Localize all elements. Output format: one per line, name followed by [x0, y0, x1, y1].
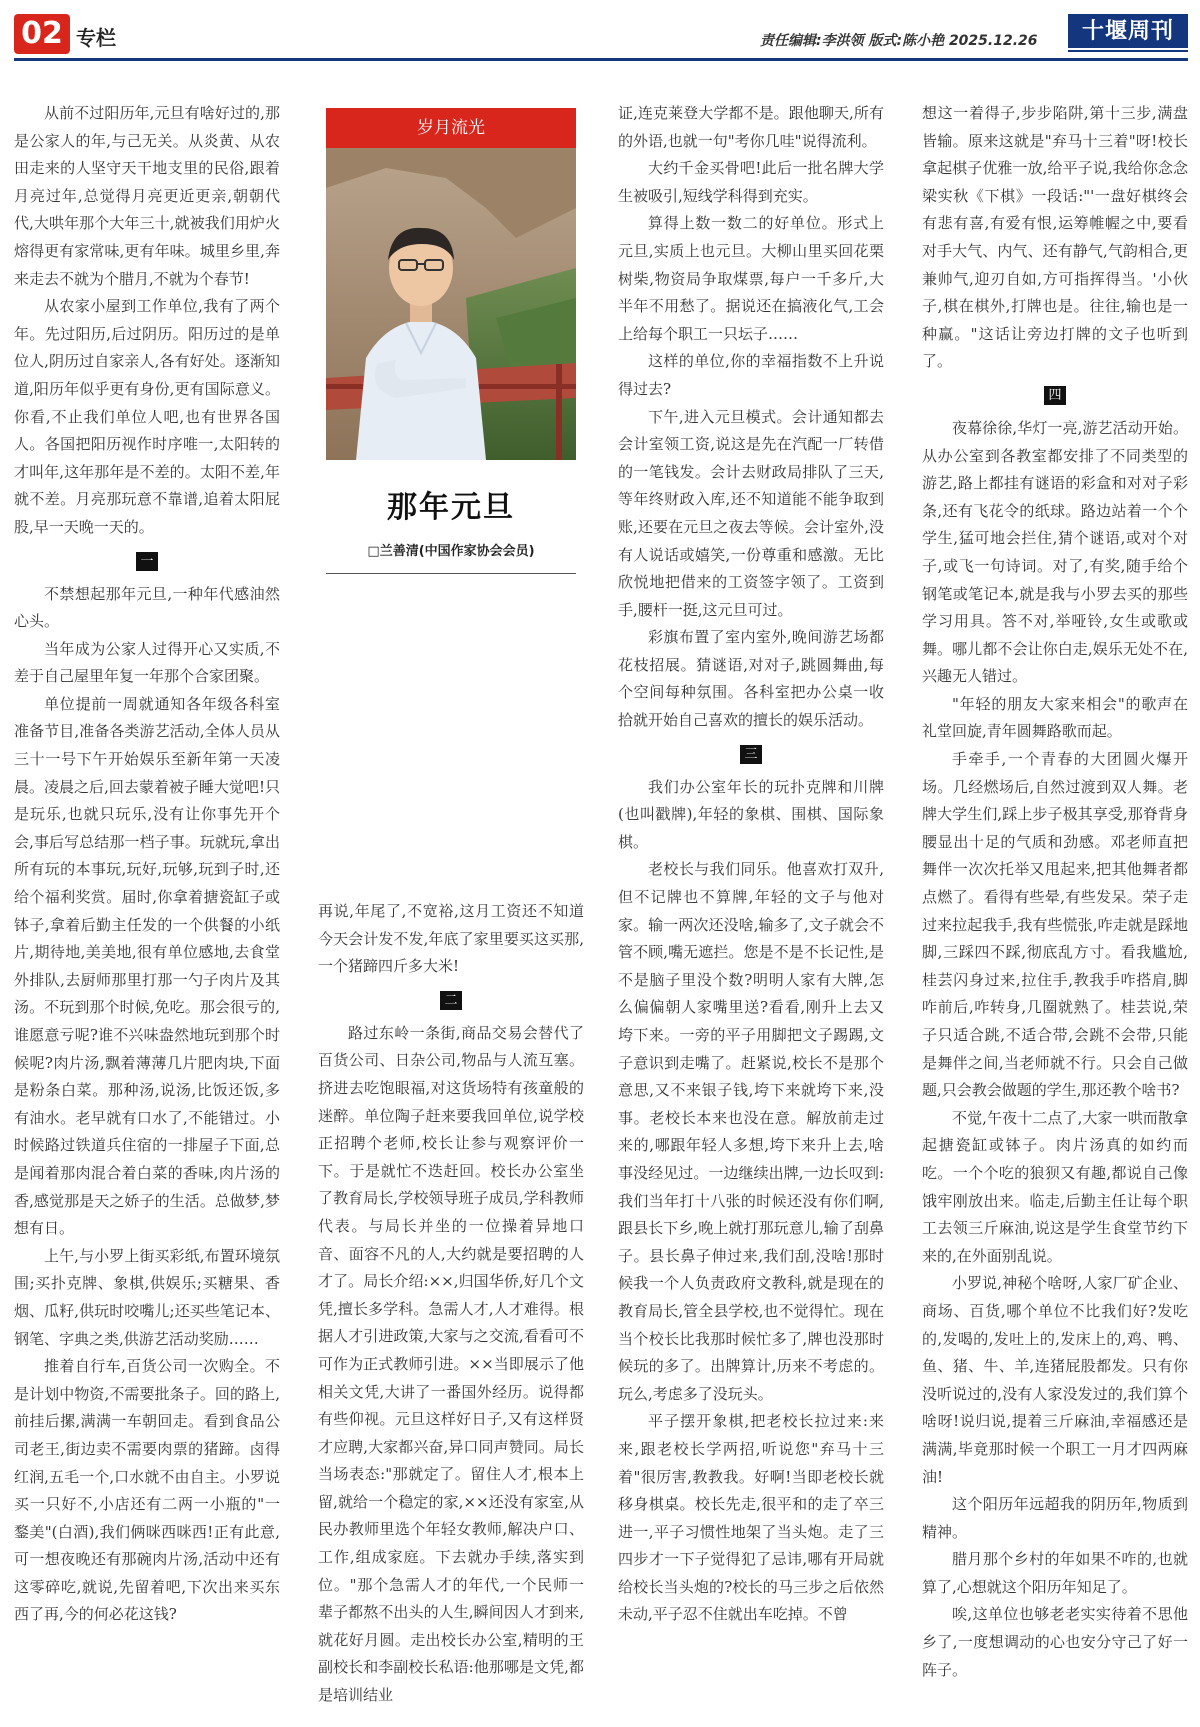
article-column-2: [318, 898, 584, 1710]
paragraph: 证,连克莱登大学都不是。跟他聊天,所有的外语,也就一句"考你几哇"说得流利。: [618, 104, 884, 150]
paragraph: "年轻的朋友大家来相会"的歌声在礼堂回旋,青年圆舞路歌而起。: [922, 694, 1188, 741]
section-marker-one: 一: [136, 552, 158, 571]
section-marker-three: 三: [740, 745, 762, 764]
column-banner: 岁月流光: [326, 108, 576, 148]
paragraph: 小罗说,神秘个啥呀,人家厂矿企业、商场、百货,哪个单位不比我们好?发吃的,发喝的,发吐上的,发床上的,鸡、鸭、鱼、猪、牛、羊,连猪屁股都发。只有你没听说过的,没有人家没发过的,我们算个啥呀!说归说,提着三斤麻油,幸福感还是满满,毕竟那时候一个职工一月才四两麻油!: [922, 1274, 1188, 1486]
article-column-3: [618, 100, 884, 1629]
byline-rule: [326, 573, 576, 574]
paragraph: 这样的单位,你的幸福指数不上升说得过去?: [618, 352, 884, 398]
feature-header: [326, 108, 576, 574]
paragraph: 大约千金买骨吧!此后一批名牌大学生被吸引,短线学科得到充实。: [618, 159, 884, 205]
author-photo: [326, 148, 576, 460]
paragraph: 这个阳历年远超我的阴历年,物质到精神。: [922, 1495, 1188, 1541]
article-column-1: [14, 100, 280, 1629]
paragraph: 推着自行车,百货公司一次购全。不是计划中物资,不需要批条子。回的路上,前挂后摞,满满一车朝回走。看到食品公司老王,街边卖不需要肉票的猪蹄。卤得红润,五毛一个,口水就不由自主。小罗说买一只好不,小店还有二两一小瓶的"一鍪美"(白酒),我们俩咪西咪西!正有此意,可一想夜晚还有那碗肉片汤,活动中还有这零碎吃,就说,先留着吧,下次出来买东西了再,今的何必花这钱?: [14, 1357, 280, 1624]
masthead-underline: [1068, 50, 1188, 52]
paragraph: 不禁想起那年元旦,一种年代感油然心头。: [14, 584, 280, 631]
paragraph: 手牵手,一个青春的大团圆火爆开场。几经燃场后,自然过渡到双人舞。老牌大学生们,踩上步子极其享受,那脊背身腰显出十足的气质和劲感。邓老师直把舞伴一次次托举又甩起来,把其他舞者都点燃了。看得有些晕,有些发呆。荣子走过来拉起我手,我有些慌张,咋走就是踩地脚,三踩四不踩,彻底乱方寸。看我尴尬,桂芸闪身过来,拉住手,教我手咋搭肩,脚咋前后,咋转身,几圈就熟了。桂芸说,荣子只适合跳,不适合带,会跳不会带,只能是舞伴之间,当老师就不行。只会自己做题,只会教会做题的学生,那还教个啥书?: [922, 750, 1188, 1100]
paragraph: 上午,与小罗上街买彩纸,布置环境氛围;买扑克牌、象棋,供娱乐;买糖果、香烟、瓜籽,供玩时咬嘴儿;还买些笔记本、钢笔、字典之类,供游艺活动奖励……: [14, 1246, 280, 1348]
paragraph: 路过东岭一条街,商品交易会替代了百货公司、日杂公司,物品与人流互塞。挤进去吃饱眼福,对这货场特有孩童般的迷醉。单位陶子赶来要我回单位,说学校正招聘个老师,校长让参与观察评价一下。于是就忙不迭赶回。校长办公室坐了教育局长,学校领导班子成员,学科教师代表。与局长并坐的一位操着异地口音、面容不凡的人,大约就是要招聘的人才了。局长介绍:××,归国华侨,好几个文凭,擅长多学科。急需人才,人才难得。根据人才引进政策,大家与之交流,看看可不可作为正式教师引进。××当即展示了他相关文凭,大讲了一番国外经历。说得都有些仰视。元旦这样好日子,又有这样贤才应聘,大家都兴奋,异口同声赞同。局长当场表态:"那就定了。留住人才,根本上留,就给一个稳定的家,××还没有家室,从民办教师里选个年轻女教师,解决户口、工作,组成家庭。下去就办手续,落实到位。"那个急需人才的年代,一个民师一辈子都熬不出头的人生,瞬间因人才到来,就花好月圆。走出校长办公室,精明的王副校长和李副校长私语:他那哪是文凭,都是培训结业: [318, 1023, 584, 1705]
paragraph: 彩旗布置了室内室外,晚间游艺场都花枝招展。猜谜语,对对子,跳圆舞曲,每个空间每种氛围。各科室把办公桌一收拾就开始自己喜欢的擅长的娱乐活动。: [618, 628, 884, 730]
paragraph: 老校长与我们同乐。他喜欢打双升,但不记牌也不算牌,年轻的文子与他对家。输一两次还没啥,输多了,文子就会不管不顾,嘴无遮拦。您是不是不长记性,是不是脑子里没个数?明明人家有大牌,怎么偏偏朝人家嘴里送?看看,刚升上去又垮下来。一旁的平子用脚把文子踢踢,文子意识到走嘴了。赶紧说,校长不是那个意思,又不来银子钱,垮下来就垮下来,没事。老校长本来也没在意。解放前走过来的,哪跟年轻人多想,垮下来升上去,啥事没经见过。一边继续出牌,一边长叹到:我们当年打十八张的时候还没有你们啊,跟县长下乡,晚上就打那玩意儿,输了刮鼻子。县长鼻子伸过来,我们刮,没啥!那时候我一个人负责政府文教科,就是现在的教育局长,管全县学校,也不觉得忙。现在当个校长比我那时候忙多了,牌也没那时候玩的多了。出牌算计,历来不考虑的。玩么,考虑多了没玩头。: [618, 860, 884, 1403]
author-byline: □兰善清(中国作家协会会员): [367, 544, 535, 559]
masthead-logo: 十堰周刊: [1068, 14, 1188, 48]
section-marker-four: 四: [1044, 386, 1066, 405]
paragraph: 单位提前一周就通知各年级各科室准备节目,准备各类游艺活动,全体人员从三十一号下午开始娱乐至新年第一天凌晨。凌晨之后,回去蒙着被子睡大觉吧!只是玩乐,也就只玩乐,没有让你事先开个会,事后写总结那一档子事。玩就玩,拿出所有玩的本事玩,玩好,玩够,玩到子时,还给个福利奖赏。届时,你拿着搪瓷缸子或钵子,拿着后勤主任发的一个供餐的小纸片,期待地,美美地,很有单位感地,去食堂外排队,去厨师那里打那一勺子肉片及其汤。不玩到那个时候,免吃。那会很亏的,谁愿意亏呢?谁不兴味盎然地玩到那个时候呢?肉片汤,飘着薄薄几片肥肉块,下面是粉条白菜。那种汤,说汤,比饭还饭,多有油水。老早就有口水了,不能错过。小时候路过铁道兵住宿的一排屋子下面,总是闻着那肉混合着白菜的香味,肉片汤的香,感觉那是天之娇子的生活。总做梦,梦想有日。: [14, 694, 280, 1238]
header-rule: [14, 58, 1188, 61]
article-title: 那年元旦: [387, 490, 515, 525]
paragraph: 平子摆开象棋,把老校长拉过来:来来,跟老校长学两招,听说您"弃马十三着"很厉害,教教我。好啊!当即老校长就移身棋桌。校长先走,很平和的走了卒三进一,平子习惯性地架了当头炮。走了三四步才一下子觉得犯了忌讳,哪有开局就给校长当头炮的?校长的马三步之后依然未动,平子忍不住就出车吃掉。不曾: [618, 1412, 884, 1624]
paragraph: 从前不过阳历年,元旦有啥好过的,那是公家人的年,与己无关。从炎黄、从农田走来的人坚守天干地支里的民俗,跟着月亮过年,总觉得月亮更近更亲,朝朝代代,大哄年那个大年三十,就被我们用炉火熔得更有家常味,更有年味。城里乡里,奔来走去不就为个腊月,不就为个春节!: [14, 104, 280, 288]
article-column-4: [922, 100, 1188, 1684]
section-marker-two: 二: [440, 991, 462, 1010]
page-number: 02: [14, 14, 70, 54]
paragraph: 当年成为公家人过得开心又实质,不差于自己屋里年复一年那个合家团聚。: [14, 639, 280, 686]
paragraph: 唉,这单位也够老老实实待着不思他乡了,一度想调动的心也安分守己了好一阵子。: [922, 1605, 1188, 1679]
paragraph: 算得上数一数二的好单位。形式上元旦,实质上也元旦。大柳山里买回花栗树柴,物资局争取煤票,每户一千多斤,大半年不用愁了。据说还在搞液化气,工会上给每个职工一只坛子……: [618, 214, 884, 343]
page-header: [0, 0, 1200, 62]
paragraph: 想这一着得子,步步陷阱,第十三步,满盘皆输。原来这就是"弃马十三着"呀!校长拿起棋子优雅一放,给平子说,我给你念念梁实秋《下棋》一段话:"'一盘好棋终会有悲有喜,有爱有恨,运筹帷幄之中,要看对手大气、内气、还有静气,气韵相合,更兼帅气,迎刃自如,方可指挥得当。'小伙子,棋在棋外,打牌也是。往往,输也是一种赢。"这话让旁边打牌的文子也听到了。: [922, 104, 1188, 371]
paragraph: 再说,年尾了,不宽裕,这月工资还不知道今天会计发不发,年底了家里要买这买那,一个猪蹄四斤多大米!: [318, 902, 584, 976]
editor-credits: 责任编辑:李洪领 版式:陈小艳 2025.12.26: [760, 33, 1038, 49]
paragraph: 下午,进入元旦模式。会计通知都去会计室领工资,说这是先在汽配一厂转借的一笔钱发。会计去财政局排队了三天,等年终财政入库,还不知道能不能争取到账,还要在元旦之夜去等候。会计室外,没有人说话或嬉笑,一份尊重和感激。无比欣悦地把借来的工资签字领了。工资到手,腰杆一挺,这元旦可过。: [618, 407, 884, 619]
paragraph: 不觉,午夜十二点了,大家一哄而散拿起搪瓷缸或钵子。肉片汤真的如约而吃。一个个吃的狼狈又有趣,都说自己像饿牢刚放出来。临走,后勤主任让每个职工去领三斤麻油,说这是学生食堂节约下来的,在外面别乱说。: [922, 1108, 1188, 1265]
paragraph: 夜幕徐徐,华灯一亮,游艺活动开始。从办公室到各教室都安排了不同类型的游艺,路上都挂有谜语的彩盒和对对子彩条,还有飞花令的纸球。路边站着一个个学生,猛可地会拦住,猜个谜语,或对个对子,或飞一句诗词。对了,有奖,随手给个钢笔或笔记本,就是我与小罗去买的那些学习用具。答不对,举哑铃,女生或歌或舞。哪儿都不会让你白走,娱乐无处不在,兴趣无人错过。: [922, 418, 1188, 686]
paragraph: 我们办公室年长的玩扑克牌和川牌(也叫戳牌),年轻的象棋、围棋、国际象棋。: [618, 777, 884, 851]
paragraph: 腊月那个乡村的年如果不咋的,也就算了,心想就这个阳历年知足了。: [922, 1550, 1188, 1596]
paragraph: 从农家小屋到工作单位,我有了两个年。先过阳历,后过阴历。阳历过的是单位人,阴历过自家亲人,各有好处。逐渐知道,阳历年似乎更有身份,更有国际意义。你看,不止我们单位人吧,也有世界各国人。各国把阳历视作时序唯一,太阳转的才叫年,这年那年是不差的。太阳不差,年就不差。月亮那玩意不靠谱,追着太阳屁股,早一天晚一天的。: [14, 297, 280, 536]
section-name: 专栏: [76, 26, 116, 50]
